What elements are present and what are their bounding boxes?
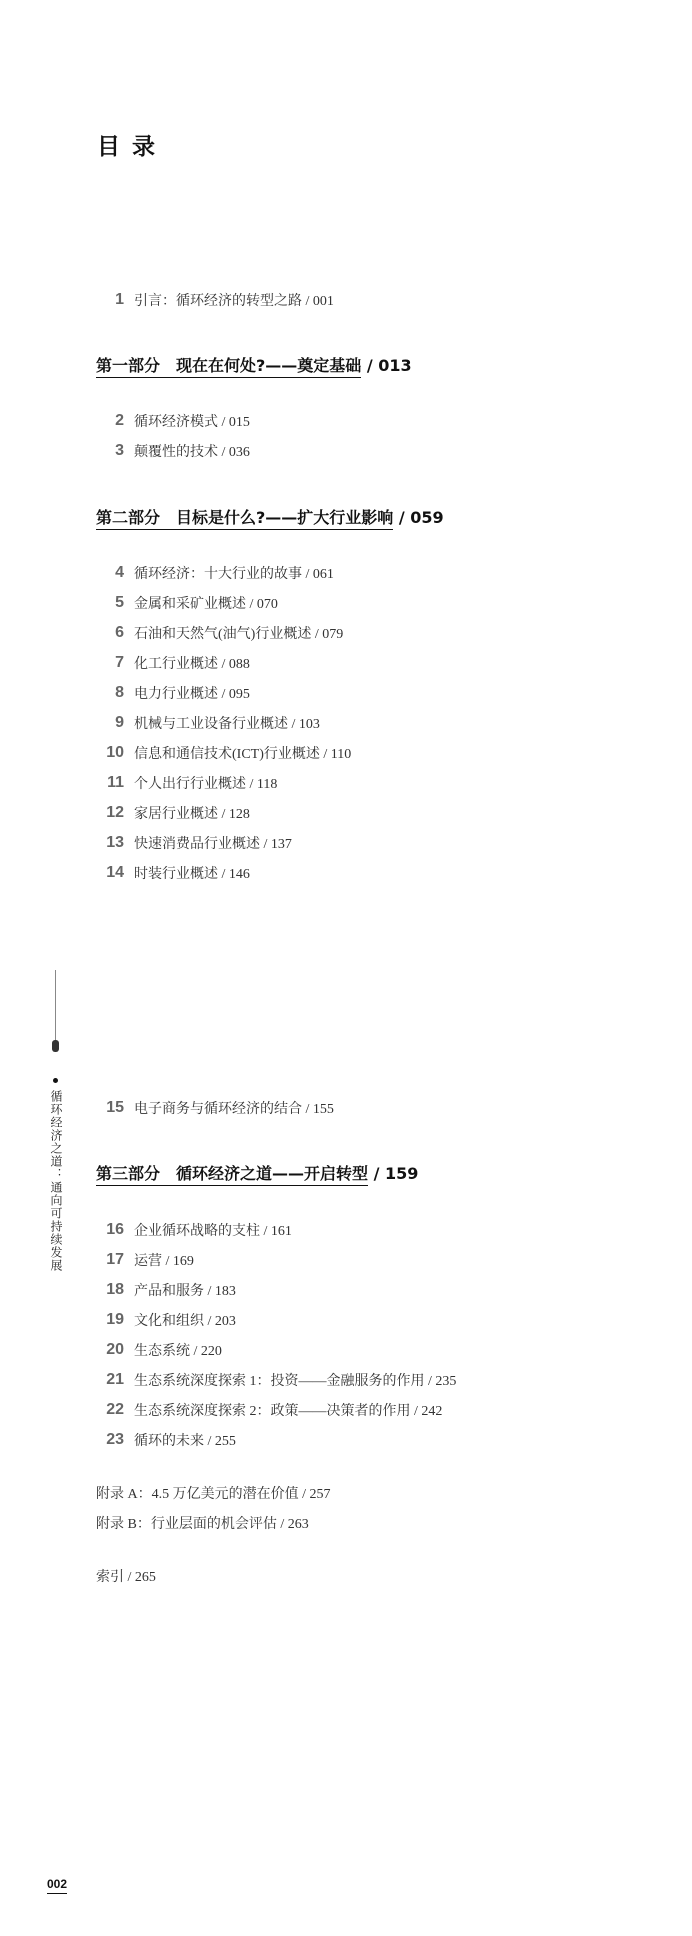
toc-entry-2[interactable] [96,408,250,434]
toc-entry-13[interactable] [96,830,292,856]
entry-number: 13 [106,834,124,851]
toc-entry-5[interactable] [96,590,278,616]
entry-text: 化工行业概述 / 088 [134,657,250,672]
toc-entry-8[interactable] [96,680,250,706]
entry-number: 8 [115,684,124,701]
entry-number: 12 [106,804,124,821]
entry-text: 金属和采矿业概述 / 070 [134,597,278,612]
toc-entry-7[interactable] [96,650,250,676]
toc-entry-10[interactable] [96,740,351,766]
toc-entry-21[interactable] [96,1367,456,1393]
entry-text: 生态系统深度探索 1：投资——金融服务的作用 / 235 [134,1374,457,1389]
entry-number: 17 [106,1251,124,1268]
entry-number: 4 [115,564,124,581]
entry-number: 1 [115,291,124,308]
entry-text: 循环经济：十大行业的故事 / 061 [134,567,334,582]
entry-number: 19 [106,1311,124,1328]
entry-text: 电力行业概述 / 095 [134,687,250,702]
part-page: / 013 [361,356,412,375]
entry-text: 循环经济模式 / 015 [134,415,250,430]
entry-text: 文化和组织 / 203 [134,1314,236,1329]
side-ink-mark [52,1040,59,1052]
entry-number: 14 [106,864,124,881]
entry-number: 7 [115,654,124,671]
entry-text: 电子商务与循环经济的结合 / 155 [134,1102,334,1117]
side-divider-line [55,970,56,1040]
entry-number: 10 [106,744,124,761]
toc-entry-18[interactable] [96,1277,236,1303]
entry-text: 引言：循环经济的转型之路 / 001 [134,294,334,309]
entry-number: 2 [115,412,124,429]
toc-entry-12[interactable] [96,800,250,826]
toc-entry-11[interactable] [96,770,277,796]
toc-entry-19[interactable] [96,1307,236,1333]
entry-number: 11 [107,774,124,791]
toc-entry-1[interactable] [96,287,334,313]
toc-entry-14[interactable] [96,860,250,886]
entry-text: 产品和服务 / 183 [134,1284,236,1299]
entry-text: 颠覆性的技术 / 036 [134,445,250,460]
entry-text: 石油和天然气(油气)行业概述 / 079 [134,627,344,642]
entry-number: 22 [106,1401,124,1418]
toc-entry-20[interactable] [96,1337,222,1363]
toc-entry-16[interactable] [96,1217,292,1243]
appendix-b-entry[interactable]: 附录 B：行业层面的机会评估 / 263 [96,1517,309,1532]
toc-entry-6[interactable] [96,620,343,646]
entry-text: 时装行业概述 / 146 [134,867,250,882]
part-page: / 159 [368,1164,419,1183]
page-number: 002 [47,1877,67,1894]
entry-number: 16 [106,1221,124,1238]
entry-number: 15 [106,1099,124,1116]
side-bullet-dot [53,1078,58,1083]
appendix-a-entry[interactable]: 附录 A：4.5 万亿美元的潜在价值 / 257 [96,1487,331,1502]
part-title: 第三部分 循环经济之道——开启转型 [96,1164,368,1186]
toc-title: 目 录 [97,134,158,160]
entry-text: 快速消费品行业概述 / 137 [134,837,292,852]
entry-text: 运营 / 169 [134,1254,194,1269]
entry-text: 家居行业概述 / 128 [134,807,250,822]
entry-number: 18 [106,1281,124,1298]
part-heading-2[interactable] [96,505,444,528]
part-heading-3[interactable] [96,1161,418,1184]
toc-entry-15[interactable] [96,1095,334,1121]
part-title: 第一部分 现在在何处?——奠定基础 [96,356,361,378]
entry-text: 生态系统 / 220 [134,1344,222,1359]
part-heading-1[interactable] [96,353,412,376]
entry-text: 机械与工业设备行业概述 / 103 [134,717,320,732]
entry-text: 信息和通信技术(ICT)行业概述 / 110 [134,747,352,762]
toc-entry-9[interactable] [96,710,320,736]
entry-number: 6 [115,624,124,641]
toc-entry-22[interactable] [96,1397,442,1423]
entry-number: 9 [115,714,124,731]
entry-number: 5 [115,594,124,611]
entry-text: 生态系统深度探索 2：政策——决策者的作用 / 242 [134,1404,443,1419]
index-entry[interactable]: 索引 / 265 [96,1570,156,1585]
part-page: / 059 [393,508,444,527]
entry-text: 个人出行行业概述 / 118 [134,777,278,792]
entry-number: 23 [106,1431,124,1448]
part-title: 第二部分 目标是什么?——扩大行业影响 [96,508,393,530]
toc-entry-3[interactable] [96,438,250,464]
running-book-title: 循环经济之道：通向可持续发展 [49,1090,63,1272]
entry-text: 循环的未来 / 255 [134,1434,236,1449]
entry-number: 21 [106,1371,124,1388]
toc-entry-4[interactable] [96,560,334,586]
entry-number: 20 [106,1341,124,1358]
entry-text: 企业循环战略的支柱 / 161 [134,1224,292,1239]
toc-entry-23[interactable] [96,1427,236,1453]
entry-number: 3 [115,442,124,459]
toc-entry-17[interactable] [96,1247,194,1273]
